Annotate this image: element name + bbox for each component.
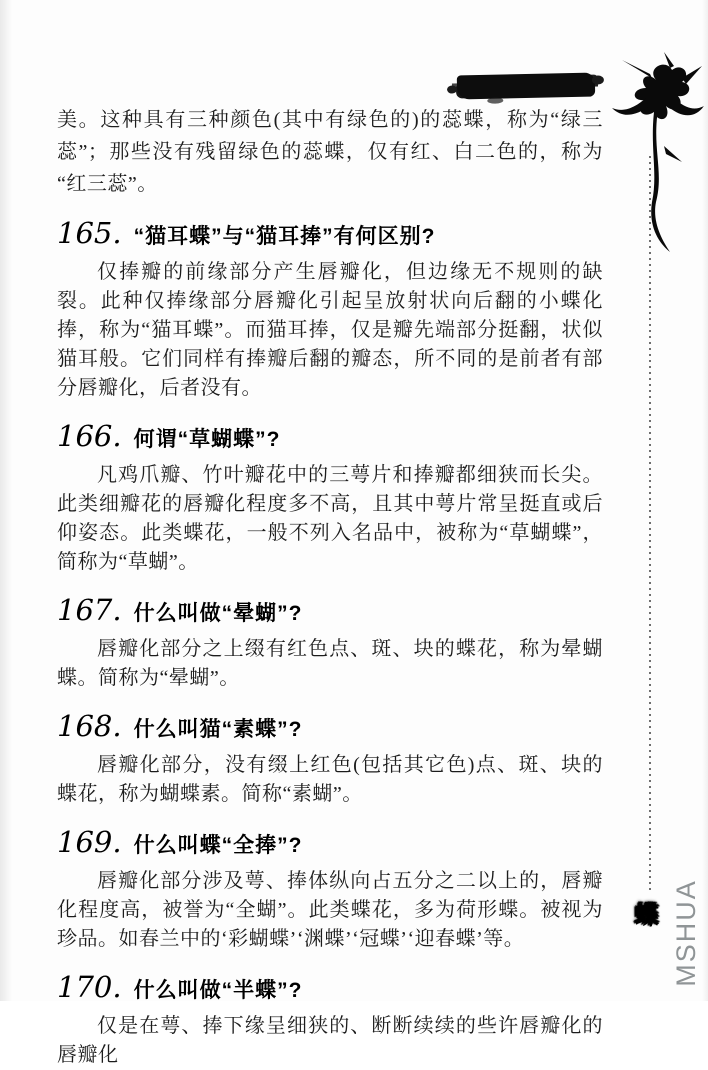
qa-item-169 xyxy=(57,825,603,954)
qa-answer: 唇瓣化部分涉及萼、捧体纵向占五分之二以上的，唇瓣化程度高，被誉为“全蝴”。此类蝶花，多为荷形蝶。被视为珍品。如春兰中的‘彩蝴蝶’‘渊蝶’‘冠蝶’‘迎春蝶’等。 xyxy=(57,870,603,950)
dotted-margin-rule xyxy=(649,156,651,894)
qa-number: 166. xyxy=(57,419,122,453)
qa-answer: 仅捧瓣的前缘部分产生唇瓣化，但边缘无不规则的缺裂。此种仅捧缘部分唇瓣化引起呈放射状向后翻的小蝶化捧，称为“猫耳蝶”。而猫耳捧，仅是瓣先端部分挺翻，状似猫耳般。它们同样有捧瓣后翻的瓣态，所不同的是前者有部分唇瓣化，后者没有。 xyxy=(57,261,603,399)
qa-item-170 xyxy=(57,970,603,1070)
qa-heading xyxy=(57,709,603,743)
qa-number: 167. xyxy=(57,593,122,627)
qa-heading xyxy=(57,825,603,859)
orchid-sprig-illustration-icon xyxy=(612,52,704,267)
qa-answer: 仅是在萼、捧下缘呈细狭的、断断续续的些许唇瓣化的唇瓣化 xyxy=(57,1015,603,1066)
qa-item-168 xyxy=(57,709,603,809)
qa-item-166 xyxy=(57,419,603,577)
qa-number: 165. xyxy=(57,216,122,250)
qa-question: 什么叫蝶“全捧”? xyxy=(133,834,303,857)
qa-item-165 xyxy=(57,216,603,403)
qa-heading xyxy=(57,970,603,1004)
margin-tab-character: 蝶 xyxy=(634,901,658,928)
qa-number: 168. xyxy=(57,709,122,743)
qa-item-167 xyxy=(57,593,603,693)
header-ink-smudge xyxy=(457,73,595,100)
qa-question: 何谓“草蝴蝶”? xyxy=(133,428,281,451)
qa-question: 什么叫猫“素蝶”? xyxy=(133,718,303,741)
qa-question: “猫耳蝶”与“猫耳捧”有何区别? xyxy=(133,225,436,248)
qa-question: 什么叫做“晕蝴”? xyxy=(133,602,303,625)
qa-number: 169. xyxy=(57,825,122,859)
text-column xyxy=(57,104,603,1070)
qa-heading xyxy=(57,216,603,250)
qa-number: 170. xyxy=(57,970,122,1004)
qa-answer: 唇瓣化部分，没有缀上红色(包括其它色)点、斑、块的蝶花，称为蝴蝶素。简称“素蝴”。 xyxy=(57,754,603,805)
qa-question: 什么叫做“半蝶”? xyxy=(133,979,303,1002)
watermark-text: MSHUA xyxy=(671,879,701,987)
intro-paragraph: 美。这种具有三种颜色(其中有绿色的)的蕊蝶，称为“绿三蕊”；那些没有残留绿色的蕊蝶，仅有红、白二色的，称为“红三蕊”。 xyxy=(57,109,603,195)
qa-answer: 凡鸡爪瓣、竹叶瓣花中的三萼片和捧瓣都细狭而长尖。此类细瓣花的唇瓣化程度多不高，且其中萼片常呈挺直或后仰姿态。此类蝶花，一般不列入名品中，被称为“草蝴蝶”，简称为“草蝴”。 xyxy=(57,464,603,573)
qa-heading xyxy=(57,419,603,453)
qa-answer: 唇瓣化部分之上缀有红色点、斑、块的蝶花，称为晕蝴蝶。简称为“晕蝴”。 xyxy=(57,638,603,689)
qa-heading xyxy=(57,593,603,627)
